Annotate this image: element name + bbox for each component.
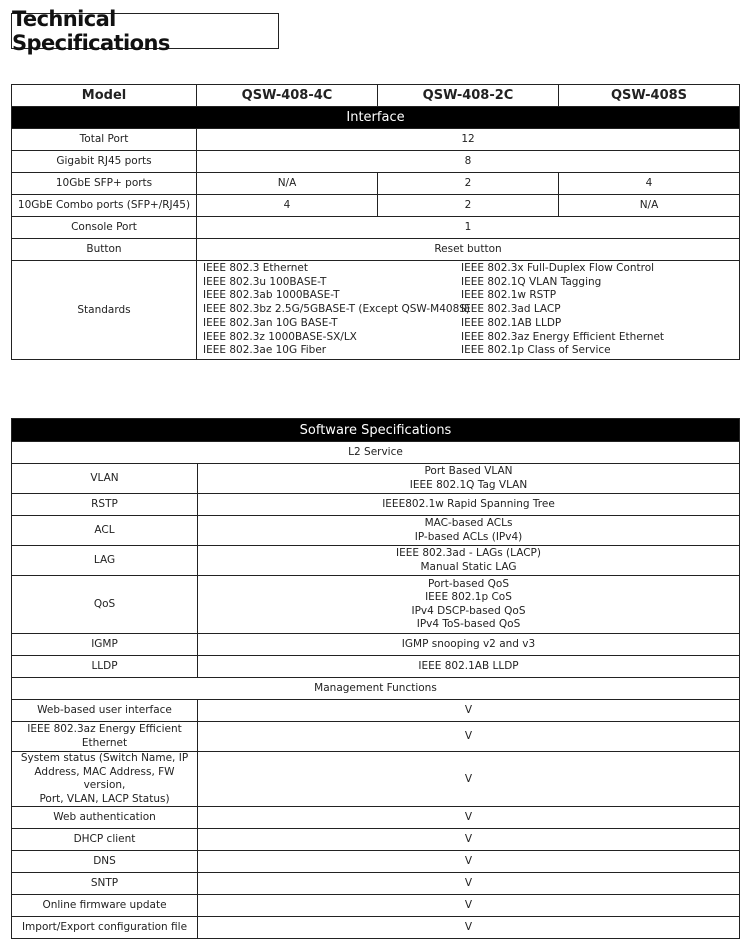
spec-row-total-port <box>12 129 740 151</box>
standard-item: IEEE 802.3ae 10G Fiber <box>203 344 327 357</box>
row-label: Web-based user interface <box>12 700 198 722</box>
hardware-spec-table <box>11 84 740 360</box>
check-mark: V <box>198 851 740 873</box>
row-value: 4 <box>559 173 740 195</box>
row-label <box>12 722 198 752</box>
standard-item: IEEE 802.3an 10G BASE-T <box>203 316 338 329</box>
row-label: Total Port <box>12 129 197 151</box>
standard-item: IEEE 802.1AB LLDP <box>461 316 562 329</box>
row-value: 2 <box>378 195 559 217</box>
check-mark: V <box>198 829 740 851</box>
row-value: N/A <box>559 195 740 217</box>
row-label: ACL <box>12 516 198 546</box>
row-label: IGMP <box>12 634 198 656</box>
model-name: QSW-408S <box>559 85 740 107</box>
check-mark: V <box>198 700 740 722</box>
value-line: IEEE 802.1Q Tag VLAN <box>409 478 528 491</box>
row-label: Standards <box>12 261 197 360</box>
l2-row-lldp <box>12 656 740 678</box>
check-mark: V <box>198 895 740 917</box>
standard-item: IEEE 802.3bz 2.5G/5GBASE-T (Except QSW-M408S) <box>203 303 471 316</box>
standard-item: IEEE 802.1p Class of Service <box>461 344 611 357</box>
l2-row-vlan <box>12 464 740 494</box>
row-label: VLAN <box>12 464 198 494</box>
value-line: Port Based VLAN <box>424 465 513 477</box>
value-line: IEEE 802.3ad - LAGs (LACP) <box>396 547 541 559</box>
standard-item: IEEE 802.3 Ethernet <box>203 261 308 274</box>
label-line: System status (Switch Name, IP <box>20 752 189 764</box>
row-value: Reset button <box>197 239 740 261</box>
spec-row-rj45 <box>12 151 740 173</box>
row-label: QoS <box>12 576 198 634</box>
row-value: IEEE802.1w Rapid Spanning Tree <box>198 494 740 516</box>
row-value: 1 <box>197 217 740 239</box>
model-label: Model <box>12 85 197 107</box>
spec-row-combo <box>12 195 740 217</box>
mgmt-row-web-auth <box>12 807 740 829</box>
row-value: IEEE 802.1AB LLDP <box>198 656 740 678</box>
label-line: IEEE 802.3az Energy Efficient <box>27 723 182 735</box>
label-line: Address, MAC Address, FW version, <box>34 765 175 791</box>
row-value <box>198 464 740 494</box>
row-value <box>198 546 740 576</box>
model-name: QSW-408-4C <box>197 85 378 107</box>
check-mark: V <box>198 807 740 829</box>
l2-row-rstp <box>12 494 740 516</box>
management-functions-title: Management Functions <box>12 678 740 700</box>
row-label: DHCP client <box>12 829 198 851</box>
row-label: Gigabit RJ45 ports <box>12 151 197 173</box>
interface-section-row <box>12 107 740 129</box>
l2-row-lag <box>12 546 740 576</box>
row-value: 12 <box>197 129 740 151</box>
label-line: Port, VLAN, LACP Status) <box>39 792 170 805</box>
standard-item: IEEE 802.3ad LACP <box>461 303 561 316</box>
row-label: DNS <box>12 851 198 873</box>
check-mark: V <box>198 752 740 807</box>
check-mark: V <box>198 722 740 752</box>
value-line: IEEE 802.1p CoS <box>425 591 512 603</box>
l2-service-title: L2 Service <box>12 442 740 464</box>
management-functions-row <box>12 678 740 700</box>
model-header-row <box>12 85 740 107</box>
spec-row-sfp <box>12 173 740 195</box>
row-label: RSTP <box>12 494 198 516</box>
check-mark: V <box>198 917 740 939</box>
spec-row-button <box>12 239 740 261</box>
standards-cell <box>197 261 740 360</box>
standard-item: IEEE 802.3az Energy Efficient Ethernet <box>461 330 665 343</box>
value-line: Port-based QoS <box>428 577 509 590</box>
row-label: SNTP <box>12 873 198 895</box>
row-value: IGMP snooping v2 and v3 <box>198 634 740 656</box>
standards-list-left <box>203 261 471 359</box>
mgmt-row-eee <box>12 722 740 752</box>
row-value <box>198 576 740 634</box>
l2-service-row <box>12 442 740 464</box>
software-spec-table <box>11 418 740 939</box>
mgmt-row-sntp <box>12 873 740 895</box>
row-value: 2 <box>378 173 559 195</box>
row-value <box>198 516 740 546</box>
row-label: Web authentication <box>12 807 198 829</box>
page-title-box <box>11 7 279 55</box>
label-line: Ethernet <box>81 736 128 749</box>
row-label: Online firmware update <box>12 895 198 917</box>
row-label: LAG <box>12 546 198 576</box>
check-mark: V <box>198 873 740 895</box>
row-label: Button <box>12 239 197 261</box>
software-section-title: Software Specifications <box>12 419 740 442</box>
value-line: IP-based ACLs (IPv4) <box>414 530 523 543</box>
standards-list-right <box>461 262 664 359</box>
standard-item: IEEE 802.1w RSTP <box>461 289 557 302</box>
row-label <box>12 752 198 807</box>
l2-row-igmp <box>12 634 740 656</box>
value-line: IPv4 DSCP-based QoS <box>411 604 526 617</box>
row-label: 10GbE SFP+ ports <box>12 173 197 195</box>
standard-item: IEEE 802.3x Full-Duplex Flow Control <box>461 261 655 274</box>
value-line: IPv4 ToS-based QoS <box>416 618 521 630</box>
software-section-row <box>12 419 740 442</box>
page-title: Technical Specifications <box>12 7 170 55</box>
standard-item: IEEE 802.3z 1000BASE-SX/LX <box>203 330 357 343</box>
row-label: Import/Export configuration file <box>12 917 198 939</box>
value-line: Manual Static LAG <box>420 560 517 573</box>
mgmt-row-firmware-update <box>12 895 740 917</box>
mgmt-row-system-status <box>12 752 740 807</box>
row-label: 10GbE Combo ports (SFP+/RJ45) <box>12 195 197 217</box>
row-value: 8 <box>197 151 740 173</box>
row-label: LLDP <box>12 656 198 678</box>
interface-section-title: Interface <box>12 107 740 129</box>
mgmt-row-web-ui <box>12 700 740 722</box>
standard-item: IEEE 802.1Q VLAN Tagging <box>461 275 602 288</box>
spec-row-console <box>12 217 740 239</box>
l2-row-acl <box>12 516 740 546</box>
spec-row-standards <box>12 261 740 360</box>
l2-row-qos <box>12 576 740 634</box>
mgmt-row-config-file <box>12 917 740 939</box>
row-label: Console Port <box>12 217 197 239</box>
model-name: QSW-408-2C <box>378 85 559 107</box>
row-value: N/A <box>197 173 378 195</box>
row-value: 4 <box>197 195 378 217</box>
standard-item: IEEE 802.3ab 1000BASE-T <box>203 289 340 302</box>
value-line: MAC-based ACLs <box>424 517 513 529</box>
standard-item: IEEE 802.3u 100BASE-T <box>203 275 327 288</box>
mgmt-row-dns <box>12 851 740 873</box>
mgmt-row-dhcp <box>12 829 740 851</box>
